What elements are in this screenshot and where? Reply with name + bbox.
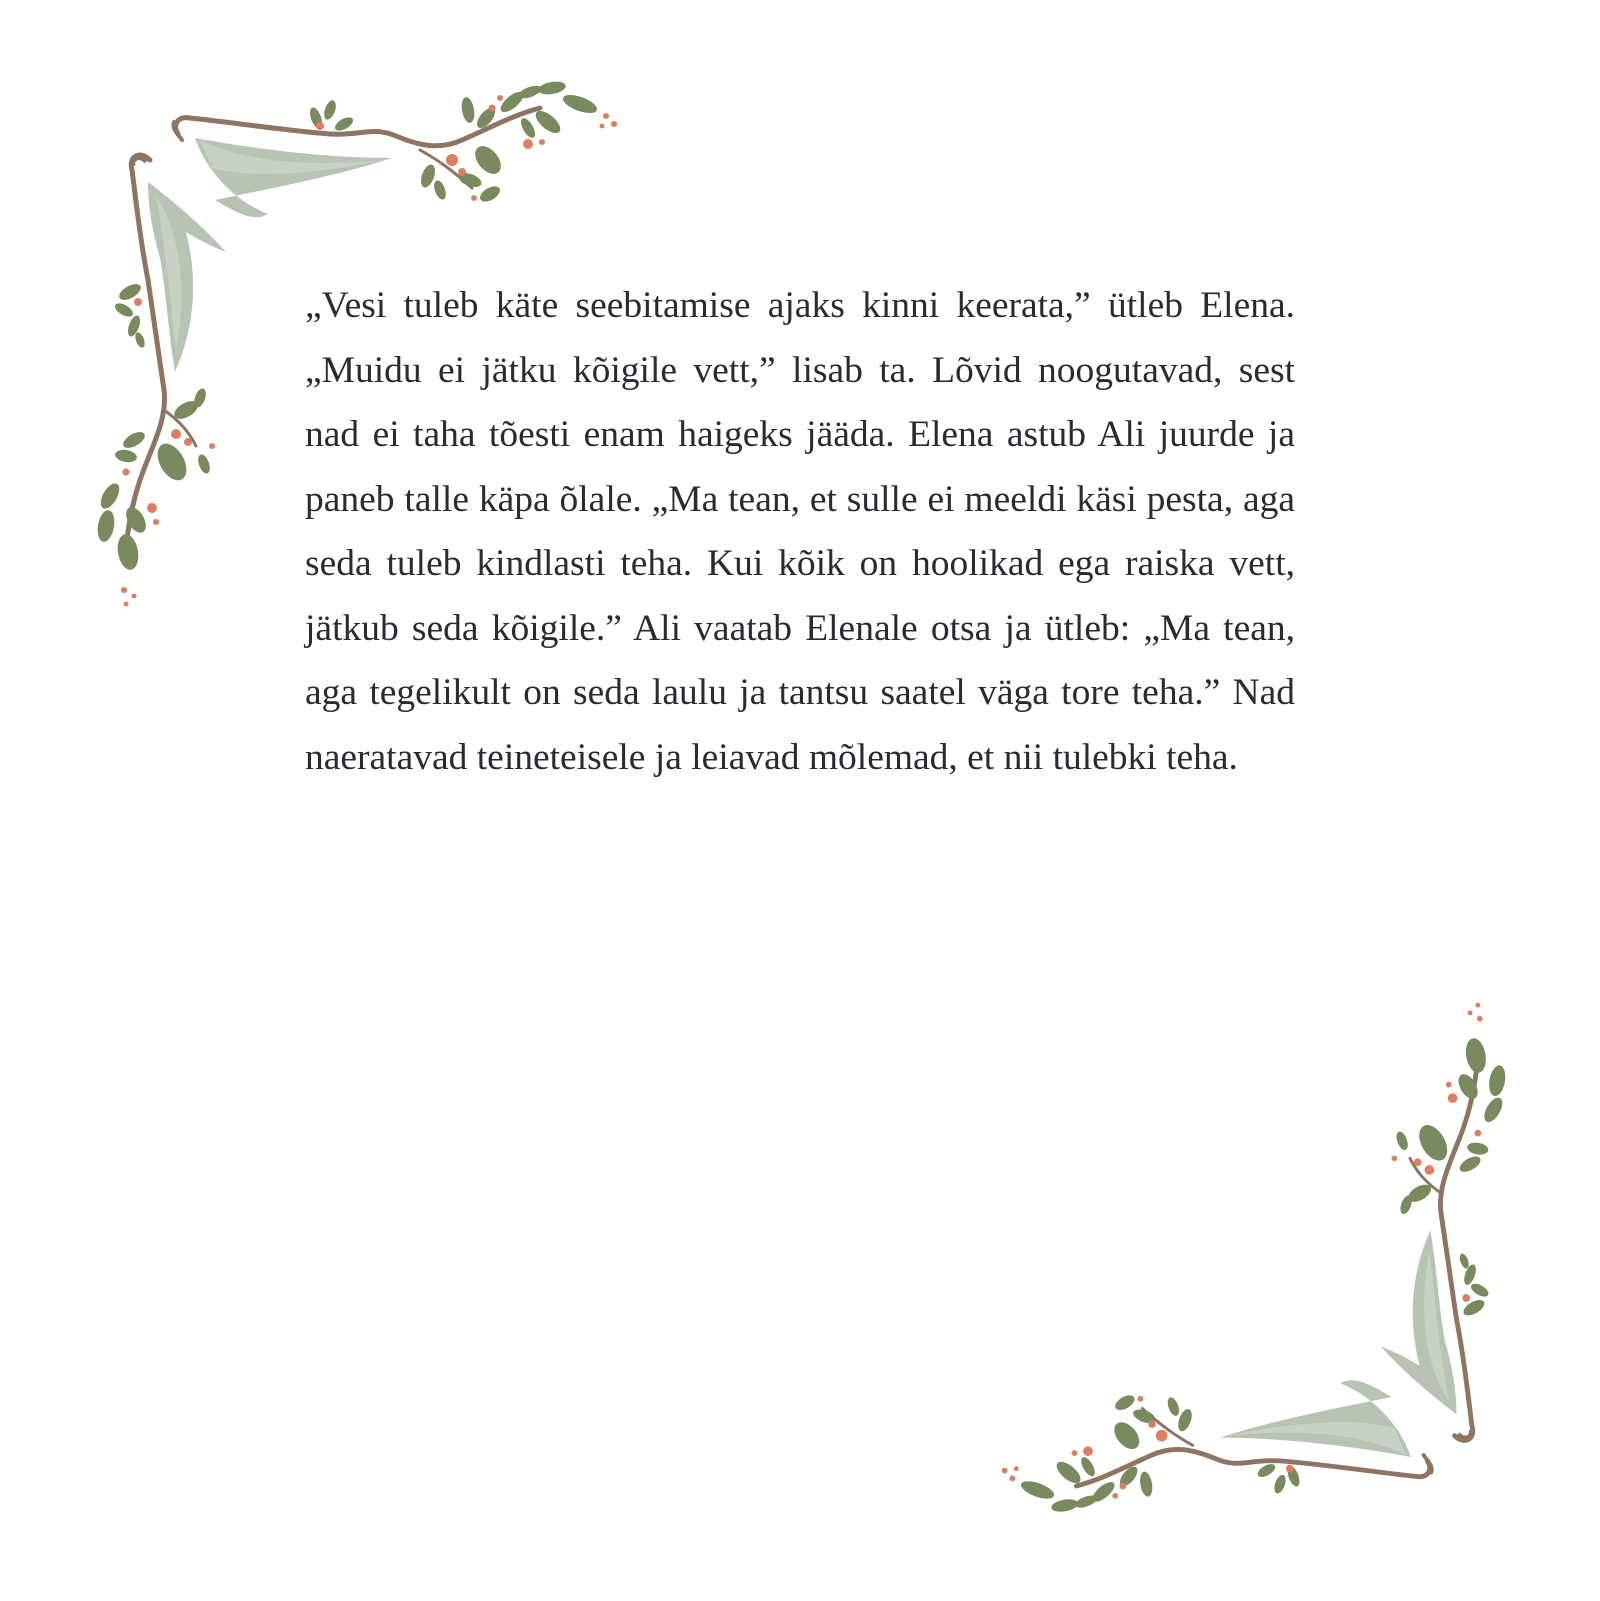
bottom-right-vine-ornament xyxy=(960,960,1600,1601)
story-paragraph: „Vesi tuleb käte seebitamise ajaks kinni keerata,” ütleb Elena. „Muidu ei jätku kõigile vett,” lisab ta. Lõvid noogutavad, sest nad ei taha tõesti enam haigeks jääda. Elena astub Ali juurde ja paneb talle käpa õlale. „Ma tean, et sulle ei meeldi käsi pesta, aga seda tuleb kindlasti teha. Kui kõik on hoolikad ega raiska vett, jätkub seda kõigile.” Ali vaatab Elenale otsa ja ütleb: „Ma tean, aga tegelikult on seda laulu ja tantsu saatel väga tore teha.” Nad naeratavad teineteisele ja leiavad mõlemad, et nii tulebki teha. xyxy=(305,285,1295,778)
